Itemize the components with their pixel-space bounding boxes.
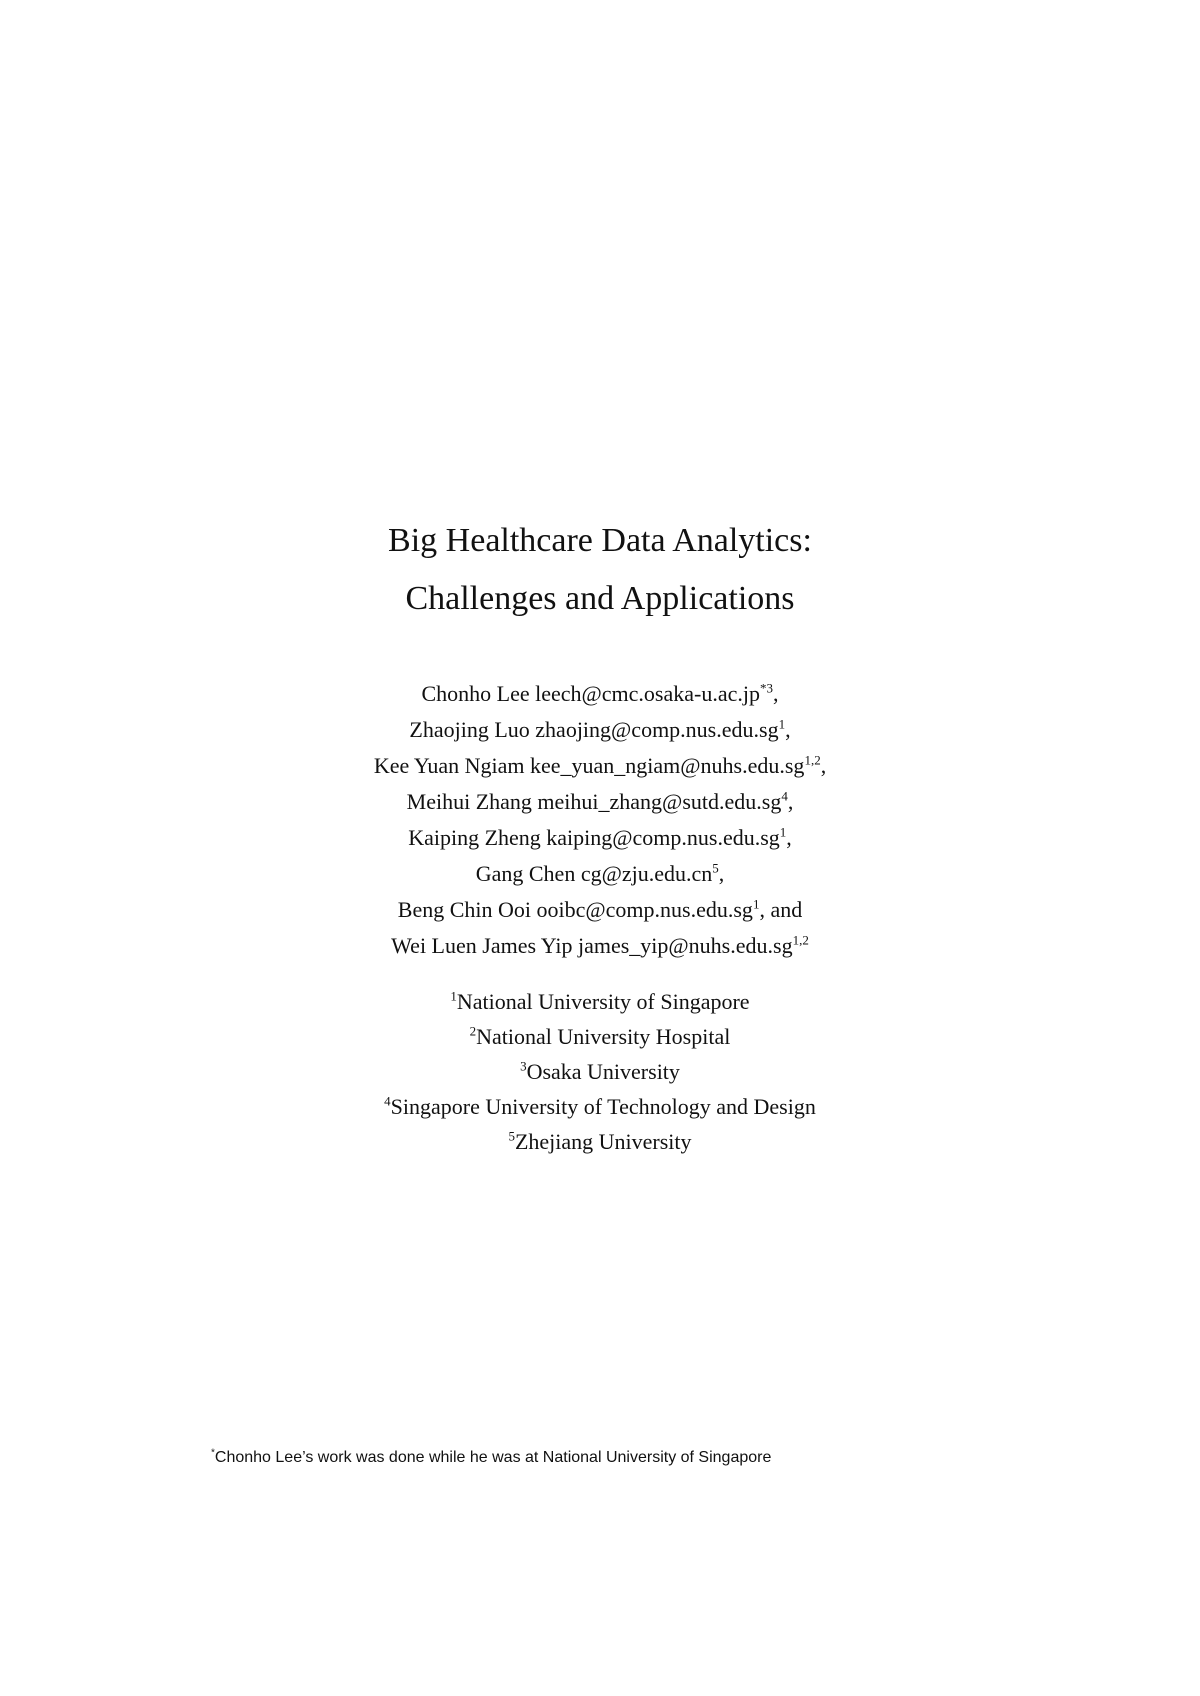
affiliation-name: Zhejiang University	[514, 1129, 692, 1154]
author-line	[0, 676, 1200, 712]
affiliation-name: Singapore University of Technology and Design	[390, 1094, 816, 1119]
affiliation-sup: 1	[450, 988, 457, 1004]
author-sup: 1	[778, 716, 786, 732]
affiliation-sup: 3	[520, 1058, 527, 1074]
author-sup: 1,2	[804, 752, 821, 768]
affiliation-name: Osaka University	[526, 1059, 680, 1084]
affiliation-name: National University Hospital	[476, 1024, 731, 1049]
author-text: Gang Chen cg@zju.edu.cn	[475, 861, 713, 886]
author-suffix: ,	[786, 825, 792, 850]
title-line-2: Challenges and Applications	[405, 580, 795, 617]
author-line	[0, 820, 1200, 856]
author-suffix: ,	[820, 753, 827, 778]
author-list	[0, 676, 1200, 964]
author-line	[0, 748, 1200, 784]
author-text: Zhaojing Luo zhaojing@comp.nus.edu.sg	[409, 717, 779, 742]
author-text: Kaiping Zheng kaiping@comp.nus.edu.sg	[408, 825, 780, 850]
affiliation-sup: 5	[508, 1128, 515, 1144]
author-suffix: , and	[759, 897, 803, 922]
author-text: Chonho Lee leech@cmc.osaka-u.ac.jp	[421, 681, 760, 706]
author-suffix: ,	[785, 717, 791, 742]
author-sup: 5	[712, 860, 719, 876]
author-sup: 1,2	[792, 932, 809, 948]
affiliation-line	[0, 1054, 1200, 1089]
author-text: Meihui Zhang meihui_zhang@sutd.edu.sg	[406, 789, 782, 814]
affiliation-line	[0, 1124, 1200, 1159]
author-line	[0, 712, 1200, 748]
paper-title	[0, 512, 1200, 628]
affiliation-sup: 4	[384, 1093, 391, 1109]
author-suffix: ,	[787, 789, 794, 814]
footnote	[211, 1448, 771, 1468]
author-line	[0, 856, 1200, 892]
title-line-1: Big Healthcare Data Analytics:	[388, 522, 812, 559]
author-suffix: ,	[718, 861, 725, 886]
author-line	[0, 928, 1200, 964]
author-suffix: ,	[773, 681, 779, 706]
affiliation-name: National University of Singapore	[456, 989, 750, 1014]
author-line	[0, 892, 1200, 928]
author-text: Wei Luen James Yip james_yip@nuhs.edu.sg	[391, 933, 793, 958]
footnote-text: Chonho Lee’s work was done while he was at National University of Singapore	[214, 1449, 772, 1466]
author-sup: 1	[779, 824, 787, 840]
author-line	[0, 784, 1200, 820]
author-text: Beng Chin Ooi ooibc@comp.nus.edu.sg	[397, 897, 753, 922]
affiliation-line	[0, 1089, 1200, 1124]
affiliation-sup: 2	[469, 1023, 477, 1039]
footnote-mark: *	[211, 1447, 215, 1459]
affiliation-line	[0, 1019, 1200, 1054]
affiliation-list	[0, 984, 1200, 1159]
author-sup: 1	[752, 896, 760, 912]
author-sup: *3	[760, 680, 773, 696]
author-sup: 4	[781, 788, 788, 804]
affiliation-line	[0, 984, 1200, 1019]
author-text: Kee Yuan Ngiam kee_yuan_ngiam@nuhs.edu.sg	[373, 753, 805, 778]
